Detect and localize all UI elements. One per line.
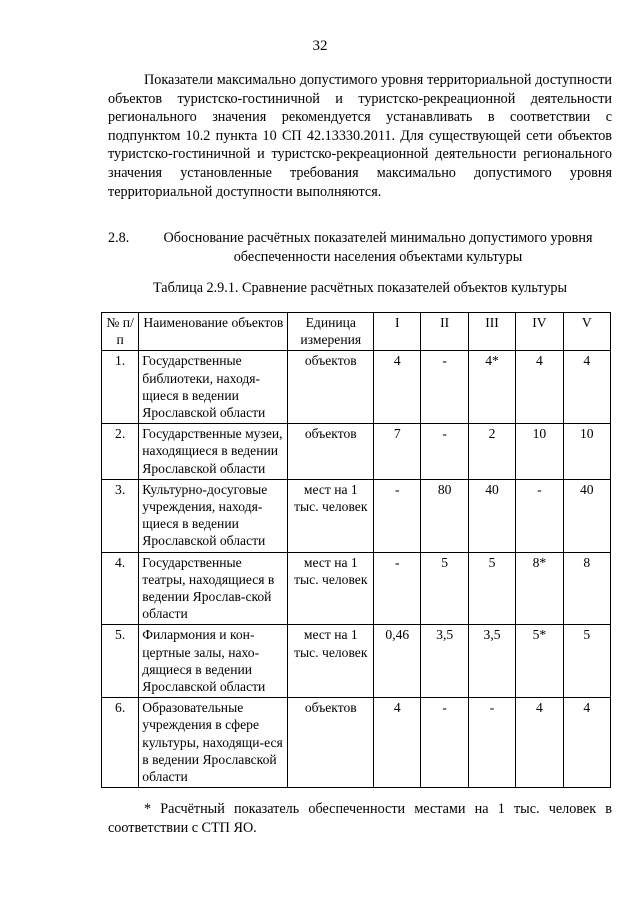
table-cell: мест на 1 тыс. человек — [288, 625, 374, 698]
table-cell: 8* — [516, 552, 563, 625]
table-cell: 1. — [102, 351, 139, 424]
table-cell: - — [421, 351, 468, 424]
table-cell: 7 — [374, 424, 421, 480]
table-cell: 4 — [516, 351, 563, 424]
table-cell: 40 — [563, 479, 610, 552]
table-cell: Филармония и кон-цертные залы, нахо-дящиеся в ведении Ярославской области — [139, 625, 288, 698]
table-cell: 4 — [563, 698, 610, 788]
table-cell: 4 — [563, 351, 610, 424]
table-cell: 6. — [102, 698, 139, 788]
page-number: 32 — [312, 38, 328, 54]
table-cell: 4 — [374, 351, 421, 424]
section-title: Обоснование расчётных показателей минимально допустимого уровня обеспеченности населения объектами культуры — [163, 230, 593, 265]
table-cell: 10 — [516, 424, 563, 480]
table-cell: 4* — [468, 351, 515, 424]
header-cell: V — [563, 313, 610, 351]
table-row — [102, 698, 611, 788]
table-cell: - — [468, 698, 515, 788]
table-cell: Государственные библиотеки, находя-щиеся в ведении Ярославской области — [139, 351, 288, 424]
table-cell: 5 — [421, 552, 468, 625]
table-cell: 3,5 — [468, 625, 515, 698]
table-cell: 10 — [563, 424, 610, 480]
header-cell: № п/п — [102, 313, 139, 351]
header-cell: Наименование объектов — [139, 313, 288, 351]
table-cell: объектов — [288, 424, 374, 480]
footnote: * Расчётный показатель обеспеченности местами на 1 тыс. человек в соответствии с СТП ЯО. — [108, 801, 612, 836]
table-caption: Таблица 2.9.1. Сравнение расчётных показателей объектов культуры — [152, 280, 568, 296]
table-cell: Культурно-досуговые учреждения, находя-щиеся в ведении Ярославской области — [139, 479, 288, 552]
table-cell: мест на 1 тыс. человек — [288, 479, 374, 552]
table-cell: 2. — [102, 424, 139, 480]
table-cell: 2 — [468, 424, 515, 480]
section-heading — [108, 229, 612, 266]
table-cell: 4. — [102, 552, 139, 625]
table-cell: - — [421, 424, 468, 480]
table-cell: 8 — [563, 552, 610, 625]
table-cell: Государственные музеи, находящиеся в ведении Ярославской области — [139, 424, 288, 480]
header-cell: Единица измерения — [288, 313, 374, 351]
table-cell: 0,46 — [374, 625, 421, 698]
culture-objects-table — [101, 312, 611, 788]
header-cell: II — [421, 313, 468, 351]
table-cell: объектов — [288, 698, 374, 788]
table-cell: 5 — [563, 625, 610, 698]
table-cell: 3,5 — [421, 625, 468, 698]
table-cell: 5 — [468, 552, 515, 625]
table-cell: Образовательные учреждения в сфере культуры, находящи-еся в ведении Ярославской области — [139, 698, 288, 788]
table-row — [102, 424, 611, 480]
table-cell: 5. — [102, 625, 139, 698]
table-cell: 3. — [102, 479, 139, 552]
table-header-row — [102, 313, 611, 351]
table-cell: 80 — [421, 479, 468, 552]
table-cell: 4 — [374, 698, 421, 788]
table-cell: - — [374, 479, 421, 552]
table-cell: объектов — [288, 351, 374, 424]
header-cell: IV — [516, 313, 563, 351]
table-cell: 5* — [516, 625, 563, 698]
section-number: 2.8. — [108, 230, 130, 246]
intro-paragraph: Показатели максимально допустимого уровня территориальной доступности объектов туристско-гостиничной и туристско-рекреационной деятельности регионального значения рекомендуется устанавливать в соответствии с подпунктом 10.2 пункта 10 СП 42.13330.2011. Для существующей сети объектов туристско-гостиничной и туристско-рекреационной деятельности регионального значения установленные требования максимально допустимого уровня территориальной доступности выполняются. — [108, 72, 612, 200]
header-cell: I — [374, 313, 421, 351]
table-cell: 40 — [468, 479, 515, 552]
table-cell: - — [516, 479, 563, 552]
table-row — [102, 552, 611, 625]
table-cell: - — [421, 698, 468, 788]
table-cell: - — [374, 552, 421, 625]
table-row — [102, 479, 611, 552]
table-cell: мест на 1 тыс. человек — [288, 552, 374, 625]
table-cell: Государственные театры, находящиеся в ведении Ярослав-ской области — [139, 552, 288, 625]
table-cell: 4 — [516, 698, 563, 788]
table-row — [102, 351, 611, 424]
header-cell: III — [468, 313, 515, 351]
table-row — [102, 625, 611, 698]
